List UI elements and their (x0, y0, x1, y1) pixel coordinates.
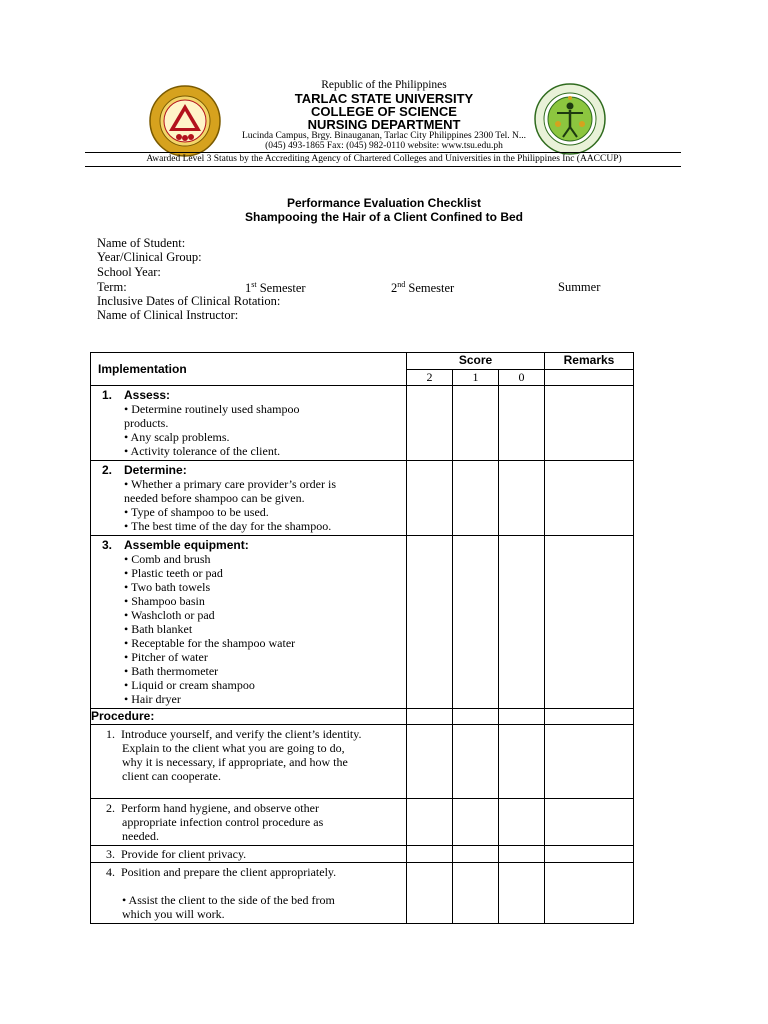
list-item: • Bath thermometer (124, 664, 219, 678)
procedure-label: Procedure: (91, 709, 407, 725)
document-subtitle: Shampooing the Hair of a Client Confined to Bed (245, 210, 523, 224)
college-name: COLLEGE OF SCIENCE (311, 104, 457, 119)
remarks-cell[interactable] (545, 863, 634, 924)
remarks-cell[interactable] (545, 461, 634, 536)
score-cell-1[interactable] (453, 536, 499, 709)
score-cell-1[interactable] (453, 863, 499, 924)
score-col-0: 0 (499, 370, 545, 386)
procedure-4-cell (91, 863, 407, 924)
list-item: • Type of shampoo to be used. (124, 505, 269, 519)
procedure-2-line-2: appropriate infection control procedure as (122, 815, 324, 829)
score-cell-0[interactable] (499, 461, 545, 536)
procedure-3-line-1: Provide for client privacy. (121, 847, 247, 861)
score-cell-0[interactable] (499, 799, 545, 846)
list-item: • Plastic teeth or pad (124, 566, 223, 580)
score-cell-0[interactable] (499, 536, 545, 709)
score-header: Score (407, 353, 545, 370)
score-cell-1[interactable] (453, 709, 499, 725)
list-item: • Washcloth or pad (124, 608, 215, 622)
remarks-cell[interactable] (545, 799, 634, 846)
list-item: • Comb and brush (124, 552, 211, 566)
term-option-first-semester: 1st Semester (245, 280, 306, 296)
table-row-procedure-label (91, 709, 634, 725)
score-col-1: 1 (453, 370, 499, 386)
list-item: • Whether a primary care provider’s order is (124, 477, 337, 491)
remarks-header: Remarks (545, 353, 634, 370)
procedure-1-line-4: client can cooperate. (122, 769, 221, 783)
inclusive-dates-field: Inclusive Dates of Clinical Rotation: (97, 294, 281, 308)
procedure-3-cell (91, 846, 407, 863)
remarks-cell[interactable] (545, 846, 634, 863)
score-cell-2[interactable] (407, 536, 453, 709)
score-cell-2[interactable] (407, 709, 453, 725)
list-item: • Determine routinely used shampoo (124, 402, 300, 416)
list-item: • Receptable for the shampoo water (124, 636, 296, 650)
score-cell-1[interactable] (453, 461, 499, 536)
score-cell-2[interactable] (407, 846, 453, 863)
determine-cell (91, 461, 407, 536)
student-name-field: Name of Student: (97, 236, 186, 250)
remarks-cell[interactable] (545, 725, 634, 799)
table-row-procedure-3 (91, 846, 634, 863)
year-group-field: Year/Clinical Group: (97, 250, 202, 264)
table-row-procedure-2 (91, 799, 634, 846)
procedure-2-cell (91, 799, 407, 846)
equipment-number: 3. (102, 538, 113, 552)
list-item: • Two bath towels (124, 580, 211, 594)
term-field: Term: (97, 280, 127, 294)
score-cell-0[interactable] (499, 725, 545, 799)
procedure-4-number: 4. (106, 865, 115, 879)
evaluation-checklist-table (90, 352, 634, 924)
score-cell-0[interactable] (499, 709, 545, 725)
clinical-instructor-field: Name of Clinical Instructor: (97, 308, 239, 322)
table-row-equipment (91, 536, 634, 709)
university-name: TARLAC STATE UNIVERSITY (294, 91, 474, 106)
procedure-1-number: 1. (106, 727, 115, 741)
procedure-4-line-1: Position and prepare the client appropriately. (121, 865, 337, 879)
score-cell-2[interactable] (407, 725, 453, 799)
table-row-procedure-4 (91, 863, 634, 924)
score-cell-2[interactable] (407, 863, 453, 924)
score-cell-0[interactable] (499, 846, 545, 863)
remarks-cell[interactable] (545, 536, 634, 709)
assess-cell (91, 386, 407, 461)
procedure-2-number: 2. (106, 801, 115, 815)
list-item: • Hair dryer (124, 692, 181, 706)
list-item: • Shampoo basin (124, 594, 205, 608)
list-item: • Bath blanket (124, 622, 193, 636)
equipment-title: Assemble equipment: (124, 538, 249, 552)
list-item: • Any scalp problems. (124, 430, 230, 444)
document-title: Performance Evaluation Checklist (286, 196, 482, 210)
list-item: needed before shampoo can be given. (124, 491, 305, 505)
score-cell-0[interactable] (499, 863, 545, 924)
list-item: • The best time of the day for the shampoo. (124, 519, 332, 533)
score-cell-1[interactable] (453, 799, 499, 846)
list-item: products. (124, 416, 169, 430)
score-cell-0[interactable] (499, 386, 545, 461)
score-cell-1[interactable] (453, 725, 499, 799)
procedure-1-line-3: why it is necessary, if appropriate, and how the (122, 755, 348, 769)
list-item: • Pitcher of water (124, 650, 208, 664)
equipment-cell (91, 536, 407, 709)
procedure-2-line-1: Perform hand hygiene, and observe other (121, 801, 319, 815)
score-col-2: 2 (407, 370, 453, 386)
score-cell-2[interactable] (407, 799, 453, 846)
procedure-1-cell (91, 725, 407, 799)
procedure-1-line-1: Introduce yourself, and verify the client’s identity. (121, 727, 362, 741)
address-line-1: Lucinda Campus, Brgy. Binauganan, Tarlac City Philippines 2300 Tel. N... (241, 131, 527, 141)
procedure-4-line-4: which you will work. (122, 907, 225, 921)
table-row-determine (91, 461, 634, 536)
procedure-4-line-2 (99, 879, 402, 893)
header-divider-bottom (85, 166, 681, 167)
list-item: • Liquid or cream shampoo (124, 678, 255, 692)
score-cell-1[interactable] (453, 846, 499, 863)
assess-title: Assess: (124, 388, 171, 402)
term-option-second-semester: 2nd Semester (391, 280, 455, 296)
accreditation-line: Awarded Level 3 Status by the Accrediting Agency of Chartered Colleges and Universities in the Philippines Inc (AACCUP) (146, 154, 622, 164)
table-row-assess (91, 386, 634, 461)
assess-number: 1. (102, 388, 113, 402)
procedure-1-line-2: Explain to the client what you are going to do, (122, 741, 345, 755)
republic-line: Republic of the Philippines (321, 79, 447, 91)
term-option-summer: Summer (558, 280, 601, 294)
header-divider (85, 152, 681, 153)
procedure-4-line-3: • Assist the client to the side of the bed from (122, 893, 335, 907)
determine-number: 2. (102, 463, 113, 477)
determine-title: Determine: (124, 463, 187, 477)
school-year-field: School Year: (97, 265, 161, 279)
implementation-header: Implementation (91, 353, 407, 386)
list-item: • Activity tolerance of the client. (124, 444, 281, 458)
score-cell-2[interactable] (407, 461, 453, 536)
score-cell-1[interactable] (453, 386, 499, 461)
procedure-3-number: 3. (106, 847, 115, 861)
department-name: NURSING DEPARTMENT (307, 117, 461, 132)
procedure-2-line-3: needed. (122, 829, 159, 843)
remarks-cell[interactable] (545, 386, 634, 461)
table-row-procedure-1 (91, 725, 634, 799)
document-header (0, 0, 768, 170)
address-line-2: (045) 493-1865 Fax: (045) 982-0110 website: www.tsu.edu.ph (265, 141, 503, 151)
remarks-subheader (545, 370, 634, 386)
remarks-cell[interactable] (545, 709, 634, 725)
score-cell-2[interactable] (407, 386, 453, 461)
